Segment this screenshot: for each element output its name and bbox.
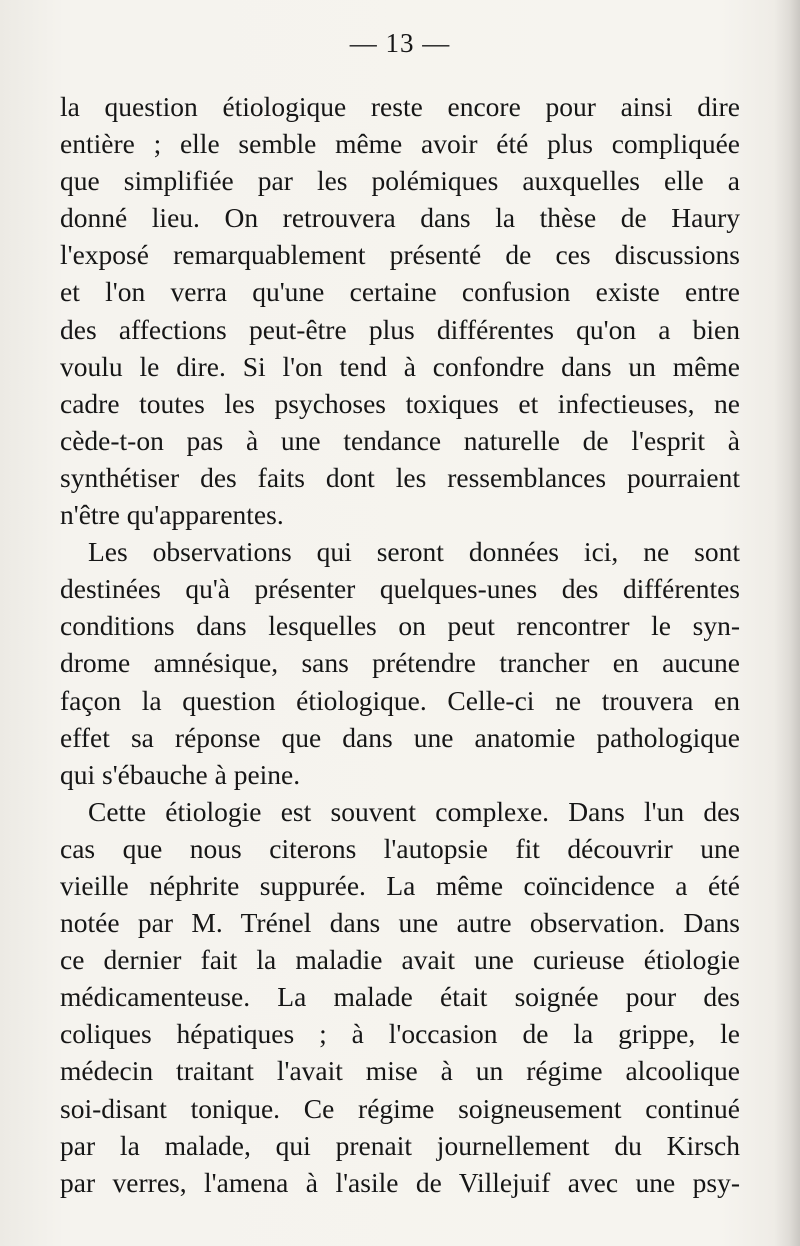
text-line: que simplifiée par les polémiques auxquelles elle a [60,165,740,197]
text-line: cas que nous citerons l'autopsie fit découvrir une [60,832,740,864]
text-line: cède-t-on pas à une tendance naturelle de l'esprit à [60,424,740,456]
text-line: vieille néphrite suppurée. La même coïncidence a été [60,869,740,901]
body-text [60,88,740,1201]
text-line: voulu le dire. Si l'on tend à confondre dans un même [60,350,740,382]
text-line: façon la question étiologique. Celle-ci ne trouvera en [60,684,740,716]
text-line: l'exposé remarquablement présenté de ces discussions [60,239,740,271]
text-line: effet sa réponse que dans une anatomie pathologique [60,721,740,753]
text-line: destinées qu'à présenter quelques-unes des différentes [60,573,740,605]
paragraph-start-line: Cette étiologie est souvent complexe. Dans l'un des [88,795,740,827]
text-line: et l'on verra qu'une certaine confusion existe entre [60,276,740,308]
paragraph-end-line: n'être qu'apparentes. [60,499,284,531]
page-number: — 13 — [349,28,451,58]
text-line: synthétiser des faits dont les ressemblances pourraient [60,461,740,493]
text-line: entière ; elle semble même avoir été plus compliquée [60,128,740,160]
text-line: ce dernier fait la maladie avait une curieuse étiologie [60,944,740,976]
text-line: par la malade, qui prenait journellement du Kirsch [60,1129,740,1161]
text-line: médicamenteuse. La malade était soignée pour des [60,981,740,1013]
text-line: conditions dans lesquelles on peut rencontrer le syn- [60,610,740,642]
paragraph-end-line: qui s'ébauche à peine. [60,758,301,790]
text-line: notée par M. Trénel dans une autre observation. Dans [60,907,740,939]
text-line: drome amnésique, sans prétendre trancher en aucune [60,647,740,679]
text-line: coliques hépatiques ; à l'occasion de la grippe, le [60,1018,740,1050]
text-line: la question étiologique reste encore pour ainsi dire [60,91,740,122]
text-line: des affections peut-être plus différentes qu'on a bien [60,313,740,345]
text-line: donné lieu. On retrouvera dans la thèse de Haury [60,202,740,234]
text-line: soi-disant tonique. Ce régime soigneusement continué [60,1092,740,1124]
text-line: médecin traitant l'avait mise à un régime alcoolique [60,1055,740,1087]
text-line: par verres, l'amena à l'asile de Villejuif avec une psy- [60,1166,740,1198]
page-edge-shadow [774,0,800,1246]
text-line: cadre toutes les psychoses toxiques et infectieuses, ne [60,387,740,419]
paragraph-start-line: Les observations qui seront données ici, ne sont [88,536,740,568]
